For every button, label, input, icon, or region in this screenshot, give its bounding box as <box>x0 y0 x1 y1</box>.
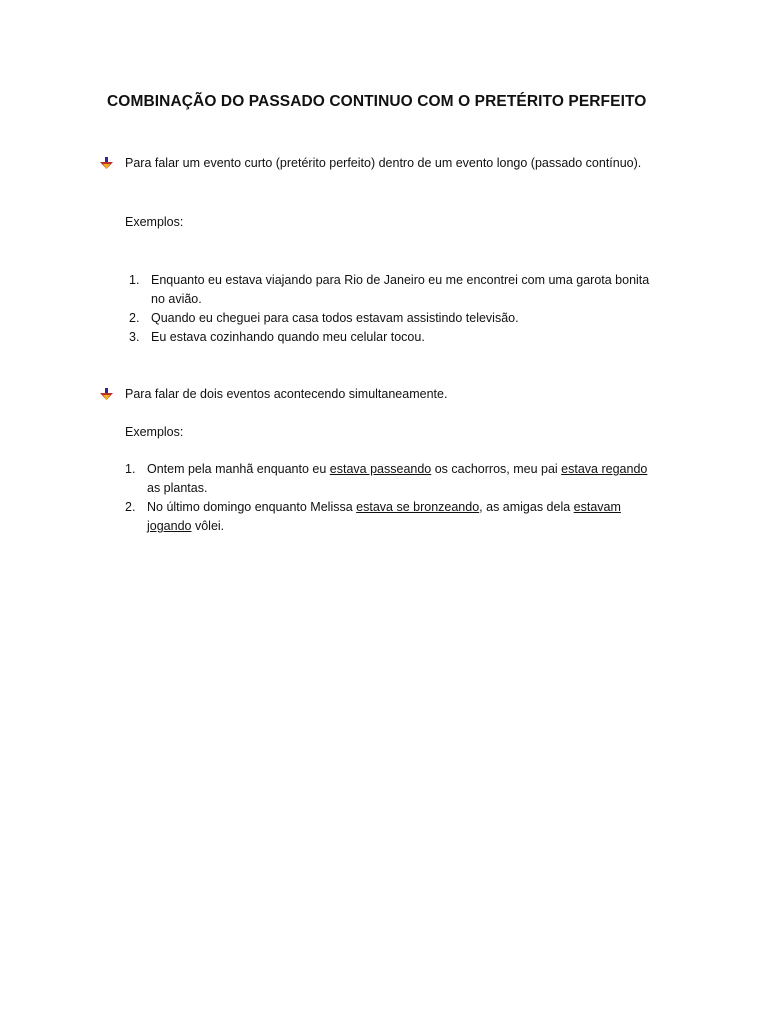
text-span: vôlei. <box>191 519 225 533</box>
list-item-text: Quando eu cheguei para casa todos estavam assistindo televisão. <box>151 311 519 325</box>
text-span: No último domingo enquanto Melissa <box>147 500 357 514</box>
text-span: os cachorros, meu pai <box>431 462 562 476</box>
example-list-1 <box>125 271 649 347</box>
list-item-text-cont <box>147 517 647 536</box>
underlined-verb: estava se bronzeando <box>356 500 480 514</box>
list-number: 3. <box>129 330 140 344</box>
list-item <box>125 328 649 347</box>
page-title: COMBINAÇÃO DO PASSADO CONTINUO COM O PRETÉRITO PERFEITO <box>107 93 647 110</box>
arrow-bullet-icon <box>100 157 113 170</box>
arrow-bullet-icon <box>100 388 113 401</box>
bullet-text: Para falar um evento curto (pretérito perfeito) dentro de um evento longo (passado contínuo). <box>125 156 642 170</box>
bullet-text: Para falar de dois eventos acontecendo simultaneamente. <box>125 387 448 401</box>
list-item-text-cont: no avião. <box>151 292 202 306</box>
list-item-text <box>147 460 647 479</box>
underlined-verb: estava passeando <box>329 462 432 476</box>
examples-label: Exemplos: <box>125 215 184 229</box>
list-item-text <box>147 498 647 517</box>
underlined-verb: jogando <box>147 519 192 533</box>
list-number: 1. <box>129 273 140 287</box>
examples-label: Exemplos: <box>125 425 184 439</box>
list-number: 2. <box>129 311 140 325</box>
underlined-verb: estavam <box>573 500 621 514</box>
list-item <box>125 271 649 309</box>
list-item-text: Enquanto eu estava viajando para Rio de Janeiro eu me encontrei com uma garota bonita <box>151 273 650 287</box>
list-item <box>125 309 649 328</box>
list-number: 2. <box>125 500 136 514</box>
list-item-text-cont: as plantas. <box>147 481 208 495</box>
list-item-text: Eu estava cozinhando quando meu celular tocou. <box>151 330 425 344</box>
text-span: Ontem pela manhã enquanto eu <box>147 462 330 476</box>
example-list-2 <box>125 460 647 536</box>
list-item <box>125 498 647 536</box>
list-item <box>125 460 647 498</box>
underlined-verb: estava regando <box>561 462 648 476</box>
list-number: 1. <box>125 462 136 476</box>
text-span: , as amigas dela <box>479 500 574 514</box>
